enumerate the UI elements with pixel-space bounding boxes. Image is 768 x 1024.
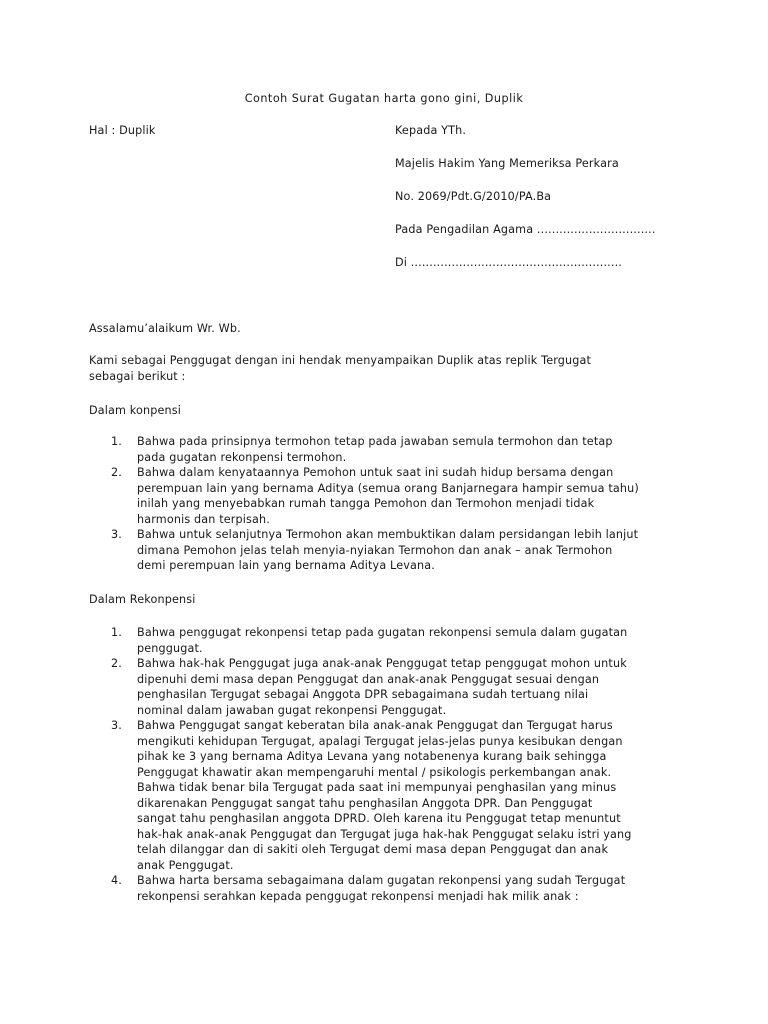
subject-line: Hal : Duplik bbox=[89, 124, 156, 137]
list-item bbox=[0, 718, 768, 873]
list-item-line: mengikuti kehidupan Tergugat, apalagi Tergugat jelas-jelas punya kesibukan dengan bbox=[137, 734, 623, 748]
list-item-line: Bahwa hak-hak Penggugat juga anak-anak Penggugat tetap penggugat mohon untuk bbox=[137, 657, 627, 670]
list-item-line: telah dilanggar dan di sakiti oleh Tergugat demi masa depan Penggugat dan anak bbox=[137, 843, 609, 856]
list-item-line: Bahwa penggugat rekonpensi tetap pada gugatan rekonpensi semula dalam gugatan bbox=[137, 626, 628, 639]
list-item-line: dimana Pemohon jelas telah menyia-nyiakan Termohon dan anak – anak Termohon bbox=[137, 543, 613, 557]
list-item-line: inilah yang menyebabkan rumah tangga Pemohon dan Termohon menjadi tidak bbox=[137, 497, 595, 510]
list-item-number: 2. bbox=[111, 466, 122, 479]
recipient-to: Kepada YTh. bbox=[395, 124, 467, 137]
list-item-number: 1. bbox=[111, 435, 122, 448]
list-item bbox=[0, 527, 768, 574]
konpensi-list bbox=[0, 434, 768, 574]
section-heading-rekonpensi: Dalam Rekonpensi bbox=[89, 593, 196, 606]
list-item-line: Bahwa dalam kenyataannya Pemohon untuk saat ini sudah hidup bersama dengan bbox=[137, 466, 614, 479]
list-item-line: perempuan lain yang bernama Aditya (semua orang Banjarnegara hampir semua tahu) bbox=[137, 481, 639, 495]
list-item-number: 3. bbox=[111, 528, 122, 541]
list-item-line: hak-hak anak-anak Penggugat dan Tergugat juga hak-hak Penggugat selaku istri yang bbox=[137, 827, 632, 841]
list-item-number: 4. bbox=[111, 874, 122, 887]
list-item-line: sangat tahu penghasilan anggota DPRD. Oleh karena itu Penggugat tetap menuntut bbox=[137, 812, 621, 825]
list-item-line: Bahwa harta bersama sebagaimana dalam gugatan rekonpensi yang sudah Tergugat bbox=[137, 874, 626, 887]
intro-line: sebagai berikut : bbox=[89, 369, 186, 383]
intro-paragraph bbox=[89, 353, 689, 384]
recipient-line1: Majelis Hakim Yang Memeriksa Perkara bbox=[395, 157, 619, 170]
list-item-line: Penggugat khawatir akan mempengaruhi mental / psikologis perkembangan anak. bbox=[137, 765, 612, 779]
list-item-line: Bahwa pada prinsipnya termohon tetap pada jawaban semula termohon dan tetap bbox=[137, 435, 613, 448]
list-item-number: 1. bbox=[111, 626, 122, 639]
list-item-number: 2. bbox=[111, 657, 122, 670]
list-item bbox=[0, 873, 768, 904]
recipient-case-no: No. 2069/Pdt.G/2010/PA.Ba bbox=[395, 190, 552, 203]
list-item bbox=[0, 465, 768, 527]
list-item-line: pada gugatan rekonpensi termohon. bbox=[137, 450, 347, 464]
list-item-line: pihak ke 3 yang bernama Aditya Levana yang notabenenya kurang baik sehingga bbox=[137, 750, 607, 763]
list-item-number: 3. bbox=[111, 719, 122, 732]
intro-line: Kami sebagai Penggugat dengan ini hendak menyampaikan Duplik atas replik Tergugat bbox=[89, 354, 592, 367]
list-item-line: Bahwa untuk selanjutnya Termohon akan membuktikan dalam persidangan lebih lanjut bbox=[137, 528, 639, 541]
section-heading-konpensi: Dalam konpensi bbox=[89, 404, 182, 417]
list-item-line: nominal dalam jawaban gugat rekonpensi Penggugat. bbox=[137, 703, 447, 717]
list-item-line: dikarenakan Penggugat sangat tahu penghasilan Anggota DPR. Dan Penggugat bbox=[137, 796, 593, 810]
list-item bbox=[0, 625, 768, 656]
recipient-place: Di ......................................................... bbox=[395, 256, 622, 269]
list-item-line: harmonis dan terpisah. bbox=[137, 512, 270, 526]
list-item bbox=[0, 434, 768, 465]
list-item-line: dipenuhi demi masa depan Penggugat dan anak-anak Penggugat sesuai dengan bbox=[137, 672, 600, 686]
list-item-line: demi perempuan lain yang bernama Aditya Levana. bbox=[137, 559, 435, 572]
recipient-court: Pada Pengadilan Agama ................................ bbox=[395, 223, 656, 236]
list-item-line: rekonpensi serahkan kepada penggugat rekonpensi menjadi hak milik anak : bbox=[137, 889, 579, 903]
list-item-line: Bahwa Penggugat sangat keberatan bila anak-anak Penggugat dan Tergugat harus bbox=[137, 719, 613, 732]
list-item-line: penggugat. bbox=[137, 641, 203, 655]
list-item bbox=[0, 656, 768, 718]
list-item-line: penghasilan Tergugat sebagai Anggota DPR sebagaimana sudah tertuang nilai bbox=[137, 688, 589, 701]
greeting: Assalamu’alaikum Wr. Wb. bbox=[89, 322, 241, 335]
list-item-line: anak Penggugat. bbox=[137, 858, 234, 872]
list-item-line: Bahwa tidak benar bila Tergugat pada saat ini mempunyai penghasilan yang minus bbox=[137, 781, 617, 794]
rekonpensi-list bbox=[0, 625, 768, 904]
document-title: Contoh Surat Gugatan harta gono gini, Duplik bbox=[244, 92, 524, 105]
